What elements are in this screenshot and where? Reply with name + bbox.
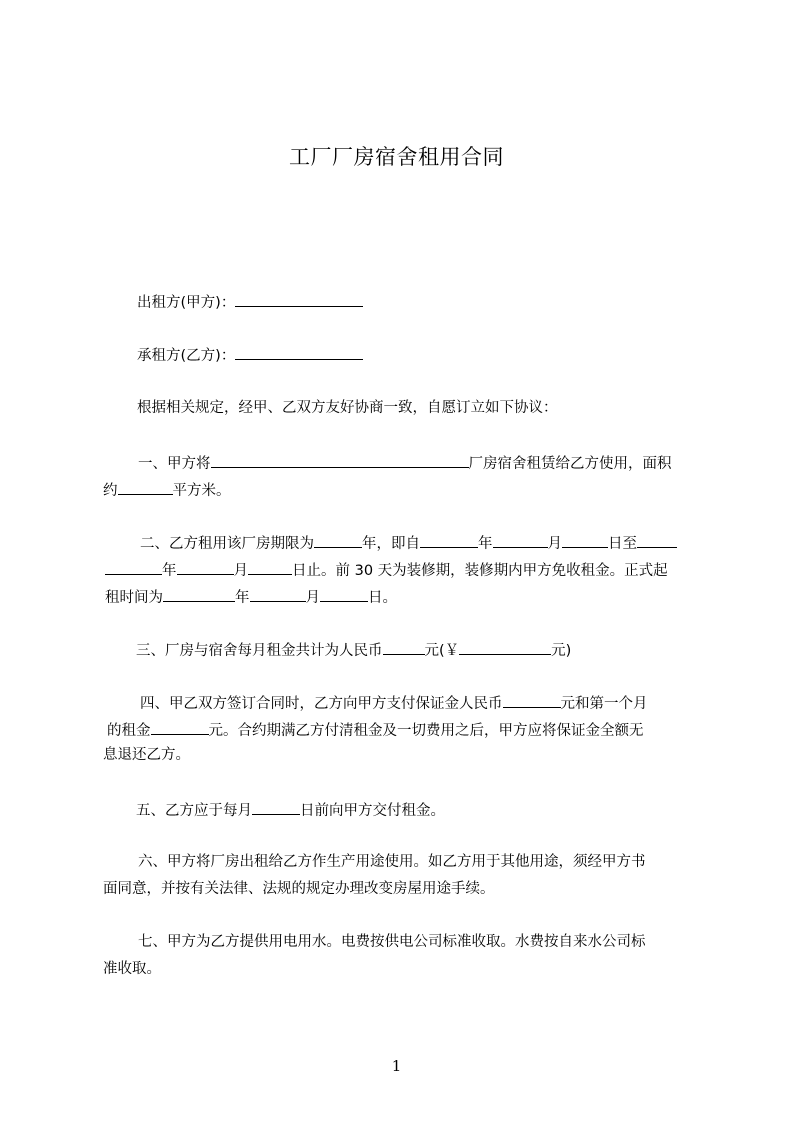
clause-5-line-1: [136, 799, 445, 821]
document-title: 工厂厂房宿舍租用合同: [289, 145, 504, 169]
clause-4-text-c: 的租金: [107, 723, 151, 739]
clause-2-blank-start-month[interactable]: [493, 532, 548, 548]
lessee-line: [137, 344, 363, 366]
lessor-label: 出租方(甲方)：: [137, 295, 236, 311]
clause-1-text-a: 一、甲方将: [138, 456, 211, 472]
clause-2-text-g: 月: [233, 563, 248, 579]
clause-7-line-2: 准收取。: [103, 961, 161, 977]
clause-7-line-1: 七、甲方为乙方提供用电用水。电费按供电公司标准收取。水费按自来水公司标: [138, 934, 646, 950]
clause-2-text-e: 日至: [608, 536, 637, 552]
clause-3-text-c: 元): [551, 643, 572, 659]
clause-4-blank-first-rent[interactable]: [151, 719, 209, 735]
clause-5-text-a: 五、乙方应于每月: [136, 803, 252, 819]
clause-2-blank-rent-year[interactable]: [163, 586, 235, 602]
clause-6-line-1: 六、甲方将厂房出租给乙方作生产用途使用。如乙方用于其他用途，须经甲方书: [138, 854, 646, 870]
clause-1-blank-area[interactable]: [118, 479, 173, 495]
clause-3-blank-amount[interactable]: [383, 639, 425, 655]
clause-2-blank-rent-day[interactable]: [320, 586, 368, 602]
clause-3-text-b: 元(￥: [424, 643, 460, 659]
clause-1-text-c: 约: [103, 483, 118, 499]
lessor-blank[interactable]: [235, 291, 363, 307]
clause-3-line-1: [136, 639, 700, 661]
clause-4-blank-deposit[interactable]: [503, 692, 561, 708]
clause-2-line-2: [105, 559, 700, 581]
clause-2-text-h: 日止。前 30 天为装修期，装修期内甲方免收租金。正式起: [292, 563, 668, 579]
clause-3-text-a: 三、厂房与宿舍每月租金共计为人民币: [136, 643, 383, 659]
clause-2-text-b: 年，即自: [362, 536, 420, 552]
clause-2-text-a: 二、乙方租用该厂房期限为: [140, 536, 314, 552]
clause-2-blank-rent-month[interactable]: [250, 586, 306, 602]
clause-4-text-d: 元。合约期满乙方付清租金及一切费用之后，甲方应将保证金全额无: [208, 723, 644, 739]
clause-4-text-a: 四、甲乙双方签订合同时，乙方向甲方支付保证金人民币: [140, 696, 503, 712]
clause-5-text-b: 日前向甲方交付租金。: [300, 803, 445, 819]
clause-4-text-b: 元和第一个月: [560, 696, 648, 712]
clause-2-blank-start-day[interactable]: [562, 532, 608, 548]
clause-1-blank-factory[interactable]: [211, 452, 469, 468]
clause-2-text-k: 月: [305, 590, 320, 606]
clause-3-blank-amount-figures[interactable]: [459, 639, 551, 655]
clause-4-line-2: [107, 719, 700, 741]
clause-2-line-1: [140, 532, 700, 554]
clause-4-line-3: 息退还乙方。: [103, 747, 190, 763]
clause-2-blank-end-month[interactable]: [177, 559, 234, 575]
clause-2-text-f: 年: [162, 563, 177, 579]
clause-4-line-1: [140, 692, 700, 714]
clause-1-line-1: [138, 452, 700, 474]
clause-2-line-3: [105, 586, 702, 608]
clause-2-text-l: 日。: [368, 590, 397, 606]
clause-1-line-2: [103, 479, 700, 501]
clause-2-blank-start-year[interactable]: [420, 532, 478, 548]
clause-2-text-c: 年: [478, 536, 493, 552]
clause-2-text-j: 年: [235, 590, 250, 606]
lessor-line: [137, 291, 363, 313]
clause-2-text-i: 租时间为: [105, 590, 163, 606]
lessee-label: 承租方(乙方)：: [137, 348, 236, 364]
clause-1-text-b: 厂房宿舍租赁给乙方使用，面积: [468, 456, 672, 472]
clause-2-text-d: 月: [547, 536, 562, 552]
clause-2-blank-years[interactable]: [314, 532, 362, 548]
intro-paragraph: 根据相关规定，经甲、乙双方友好协商一致，自愿订立如下协议：: [137, 400, 558, 416]
clause-2-blank-end-year[interactable]: [105, 559, 162, 575]
page-number: 1: [391, 1057, 402, 1075]
clause-2-blank-end-year-part[interactable]: [637, 532, 677, 548]
clause-5-blank-day[interactable]: [252, 799, 300, 815]
clause-2-blank-end-day[interactable]: [248, 559, 292, 575]
lessee-blank[interactable]: [235, 344, 363, 360]
clause-6-line-2: 面同意，并按有关法律、法规的规定办理改变房屋用途手续。: [103, 881, 495, 897]
clause-1-text-d: 平方米。: [172, 483, 231, 499]
